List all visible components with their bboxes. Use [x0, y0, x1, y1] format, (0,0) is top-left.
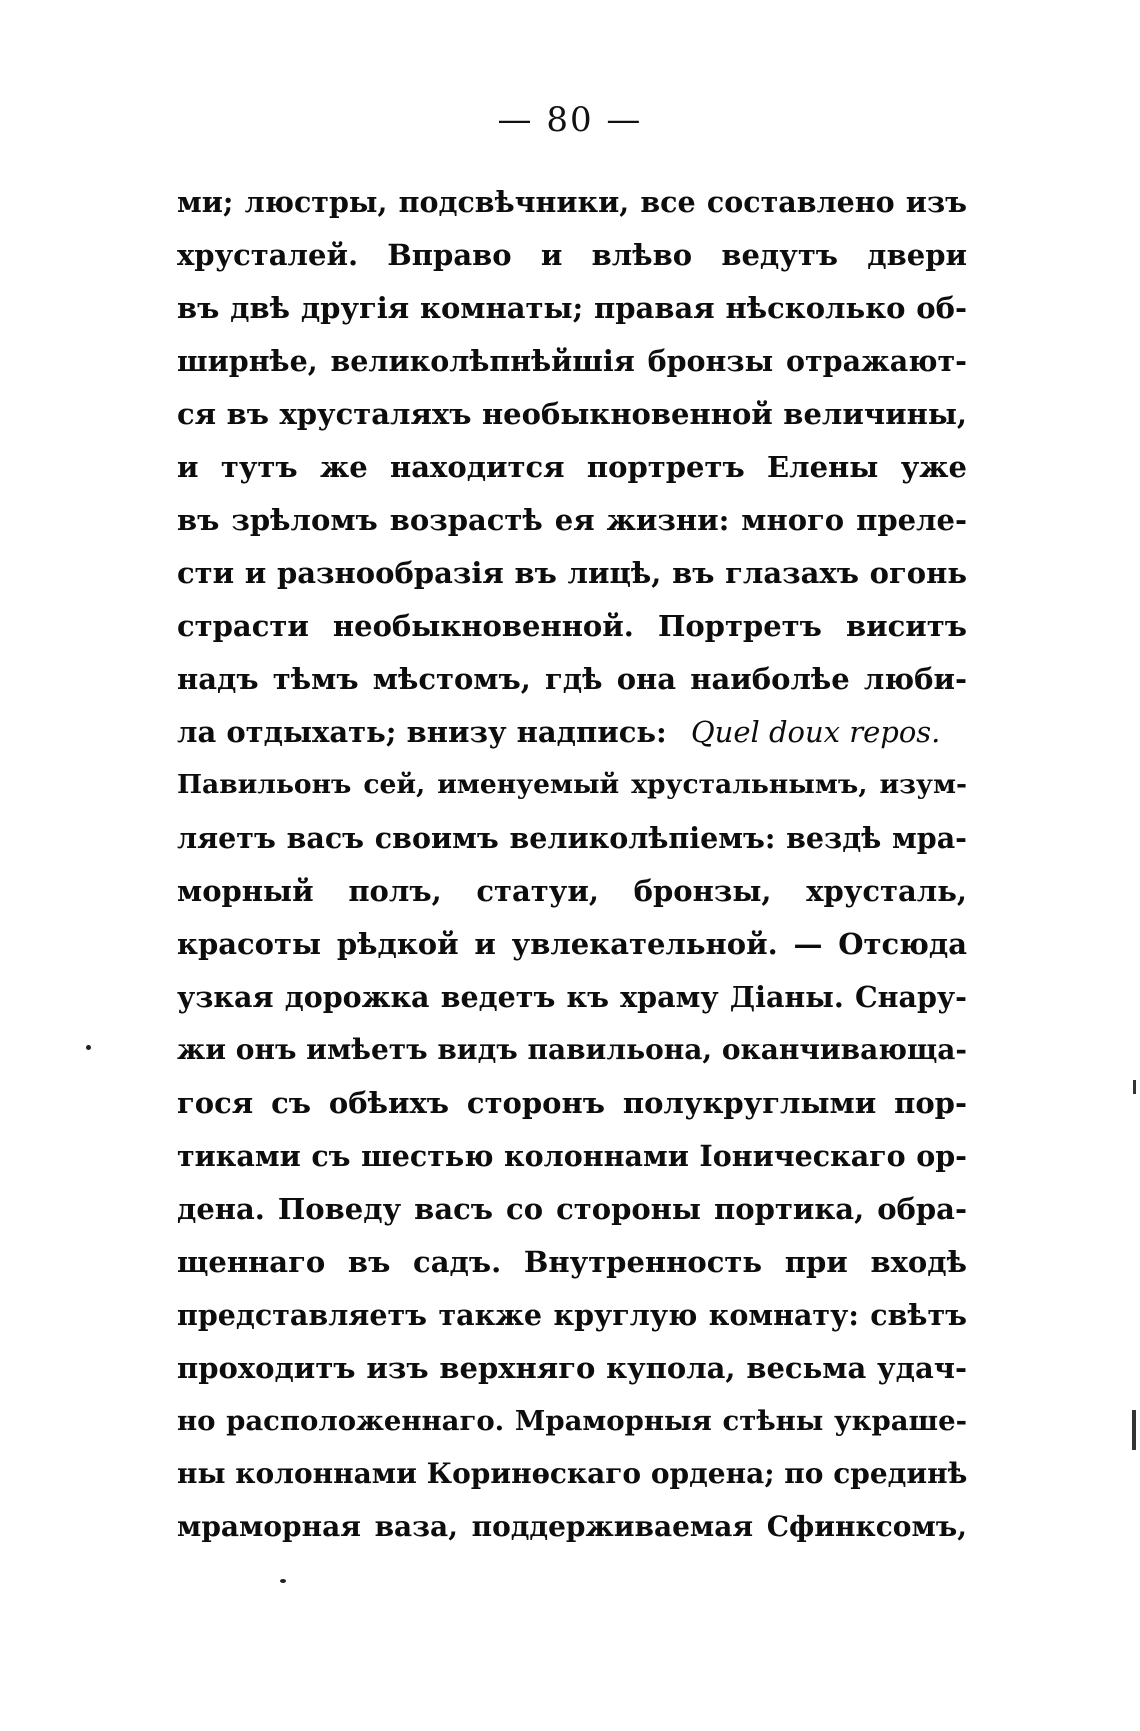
text-line-3: въ двѣ другія комнаты; правая нѣсколько об-	[177, 291, 967, 325]
text-line-18: гося съ обѣихъ сторонъ полукруглыми пор-	[177, 1086, 967, 1120]
page-edge-mark	[1132, 1410, 1136, 1450]
text-line-10: надъ тѣмъ мѣстомъ, гдѣ она наиболѣе люби-	[177, 662, 967, 696]
text-line-11	[177, 706, 967, 758]
text-line-2: хрусталей. Вправо и влѣво ведутъ двери	[177, 238, 967, 272]
text-line-24: но расположеннаго. Мраморныя стѣны украше-	[177, 1405, 967, 1437]
text-line-19: тиками съ шестью колоннами Іоническаго ор-	[177, 1139, 967, 1173]
text-line-26: мраморная ваза, поддерживаемая Сфинксомъ,	[177, 1510, 967, 1543]
text-line-21: щеннаго въ садъ. Внутренность при входѣ	[177, 1245, 967, 1279]
text-line-17: жи онъ имѣетъ видъ павильона, оканчивающа-	[177, 1033, 968, 1066]
inscription: Quel doux repos.	[690, 715, 941, 749]
ink-speck	[86, 1045, 91, 1050]
text-line-22: представляетъ также круглую комнату: свѣтъ	[177, 1298, 967, 1332]
text-line-7: въ зрѣломъ возрастѣ ея жизни: много преле-	[177, 503, 967, 537]
text-line-8: сти и разнообразія въ лицѣ, въ глазахъ огонь	[177, 556, 967, 590]
text-line-20: дена. Поведу васъ со стороны портика, обра-	[177, 1192, 967, 1226]
text-line-23: проходитъ изъ верхняго купола, весьма удач-	[177, 1351, 967, 1385]
page-number: — 80 —	[497, 100, 643, 140]
text-line-11-body: ла отдыхать; внизу надпись:	[177, 715, 667, 749]
text-line-6: и тутъ же находится портретъ Елены уже	[177, 450, 967, 484]
text-line-12: Павильонъ сей, именуемый хрустальнымъ, изум-	[177, 769, 967, 800]
text-line-16: узкая дорожка ведетъ къ храму Діаны. Снару-	[177, 980, 967, 1014]
text-line-5: ся въ хрусталяхъ необыкновенной величины,	[177, 397, 967, 431]
text-line-25: ны колоннами Коринѳскаго ордена; по срединѣ	[177, 1457, 968, 1490]
text-line-1: ми; люстры, подсвѣчники, все составлено изъ	[177, 185, 967, 219]
page-edge-mark	[1133, 1080, 1136, 1094]
text-line-13: ляетъ васъ своимъ великолѣпіемъ: вездѣ мра-	[177, 821, 967, 855]
text-line-9: страсти необыкновенной. Портретъ виситъ	[177, 609, 967, 643]
text-line-14: морный полъ, статуи, бронзы, хрусталь,	[177, 874, 967, 908]
text-line-15: красоты рѣдкой и увлекательной. — Отсюда	[177, 927, 967, 961]
text-line-4: ширнѣе, великолѣпнѣйшія бронзы отражают-	[177, 344, 967, 378]
ink-speck	[280, 1579, 286, 1583]
